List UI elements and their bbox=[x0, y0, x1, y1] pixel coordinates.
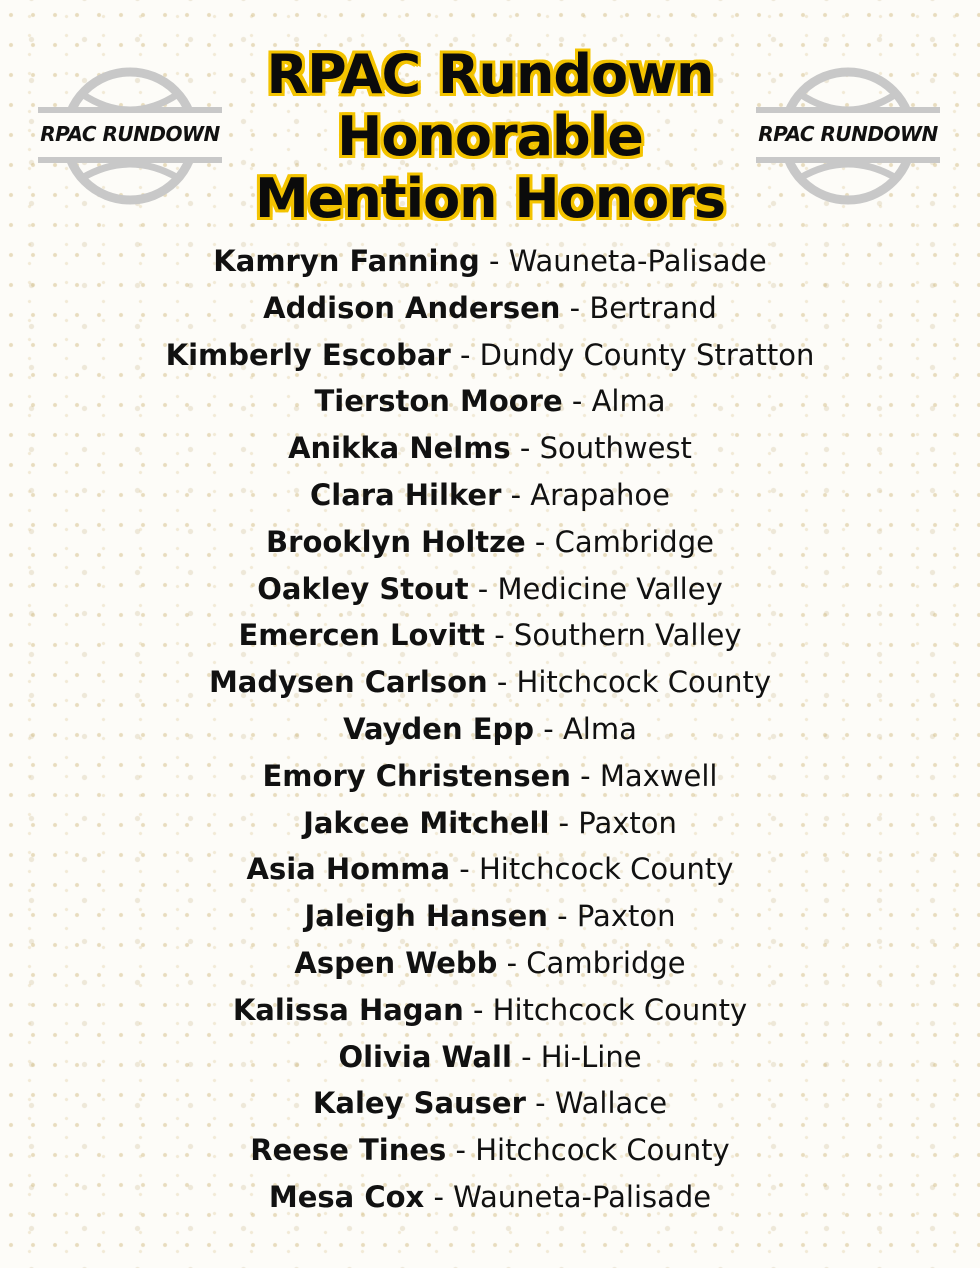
player-name: Jakcee Mitchell bbox=[303, 805, 550, 840]
list-item bbox=[0, 659, 980, 706]
player-name: Emory Christensen bbox=[262, 758, 571, 793]
player-name: Kimberly Escobar bbox=[165, 337, 451, 372]
separator: - bbox=[479, 244, 509, 278]
school-name: Bertrand bbox=[589, 290, 717, 325]
player-name: Olivia Wall bbox=[338, 1039, 512, 1074]
school-name: Cambridge bbox=[554, 524, 714, 559]
list-item bbox=[0, 1174, 980, 1221]
list-item bbox=[0, 800, 980, 847]
list-item bbox=[0, 612, 980, 659]
school-name: Wauneta-Palisade bbox=[453, 1179, 712, 1214]
separator: - bbox=[497, 945, 527, 980]
school-name: Paxton bbox=[578, 805, 677, 840]
separator: - bbox=[525, 1086, 555, 1121]
separator: - bbox=[424, 1179, 454, 1214]
school-name: Wauneta-Palisade bbox=[508, 244, 767, 278]
school-name: Hitchcock County bbox=[478, 852, 734, 887]
title-line-3: Mention Honors bbox=[254, 167, 726, 230]
list-item bbox=[0, 1127, 980, 1174]
school-name: Alma bbox=[591, 384, 666, 419]
list-item bbox=[0, 238, 980, 285]
player-name: Vayden Epp bbox=[343, 711, 535, 746]
title-line-1: RPAC Rundown bbox=[266, 43, 714, 106]
school-name: Maxwell bbox=[599, 758, 718, 793]
list-item bbox=[0, 846, 980, 893]
school-name: Hitchcock County bbox=[492, 992, 748, 1027]
list-item bbox=[0, 940, 980, 987]
school-name: Hitchcock County bbox=[516, 665, 772, 700]
title-line-2: Honorable bbox=[337, 105, 643, 168]
player-name: Brooklyn Holtze bbox=[266, 524, 526, 559]
player-name: Tierston Moore bbox=[314, 384, 563, 419]
separator: - bbox=[485, 618, 514, 653]
player-name: Kaley Sauser bbox=[312, 1086, 526, 1121]
separator: - bbox=[570, 758, 600, 793]
player-name: Jaleigh Hansen bbox=[304, 899, 548, 934]
list-item bbox=[0, 1080, 980, 1127]
player-name: Asia Homma bbox=[246, 852, 451, 887]
separator: - bbox=[468, 571, 498, 606]
list-item bbox=[0, 378, 980, 425]
list-item bbox=[0, 893, 980, 940]
logo-text: RPAC RUNDOWN bbox=[758, 122, 938, 146]
school-name: Southwest bbox=[539, 431, 692, 466]
list-item bbox=[0, 285, 980, 332]
separator: - bbox=[446, 1133, 476, 1168]
separator: - bbox=[547, 899, 577, 934]
school-name: Paxton bbox=[576, 899, 676, 934]
player-name: Oakley Stout bbox=[257, 571, 469, 606]
separator: - bbox=[560, 290, 590, 325]
school-name: Arapahoe bbox=[530, 477, 670, 512]
player-name: Kamryn Fanning bbox=[213, 244, 480, 278]
separator: - bbox=[450, 852, 479, 887]
list-item bbox=[0, 332, 980, 379]
separator: - bbox=[501, 477, 531, 512]
school-name: Medicine Valley bbox=[497, 571, 723, 606]
separator: - bbox=[510, 431, 540, 466]
school-name: Southern Valley bbox=[513, 618, 742, 653]
player-name: Kalissa Hagan bbox=[232, 992, 464, 1027]
player-name: Madysen Carlson bbox=[208, 665, 488, 700]
list-item bbox=[0, 1034, 980, 1081]
honoree-list bbox=[0, 238, 980, 1221]
page-title bbox=[0, 44, 980, 230]
list-item bbox=[0, 566, 980, 613]
separator: - bbox=[534, 711, 563, 746]
school-name: Hi-Line bbox=[540, 1039, 642, 1074]
separator: - bbox=[549, 805, 579, 840]
player-name: Anikka Nelms bbox=[288, 431, 511, 466]
school-name: Hitchcock County bbox=[475, 1133, 730, 1168]
separator: - bbox=[450, 337, 480, 372]
school-name: Alma bbox=[562, 711, 637, 746]
logo-text: RPAC RUNDOWN bbox=[40, 122, 220, 146]
player-name: Clara Hilker bbox=[310, 477, 502, 512]
player-name: Reese Tines bbox=[250, 1133, 447, 1168]
player-name: Mesa Cox bbox=[268, 1179, 425, 1214]
list-item bbox=[0, 425, 980, 472]
player-name: Aspen Webb bbox=[294, 945, 498, 980]
separator: - bbox=[487, 665, 517, 700]
list-item bbox=[0, 519, 980, 566]
list-item bbox=[0, 472, 980, 519]
list-item bbox=[0, 706, 980, 753]
school-name: Wallace bbox=[554, 1086, 668, 1121]
list-item bbox=[0, 987, 980, 1034]
separator: - bbox=[525, 524, 555, 559]
separator: - bbox=[511, 1039, 541, 1074]
school-name: Dundy County Stratton bbox=[479, 337, 815, 372]
separator: - bbox=[562, 384, 592, 419]
school-name: Cambridge bbox=[526, 945, 686, 980]
player-name: Emercen Lovitt bbox=[238, 618, 486, 653]
list-item bbox=[0, 753, 980, 800]
separator: - bbox=[463, 992, 493, 1027]
player-name: Addison Andersen bbox=[263, 290, 561, 325]
